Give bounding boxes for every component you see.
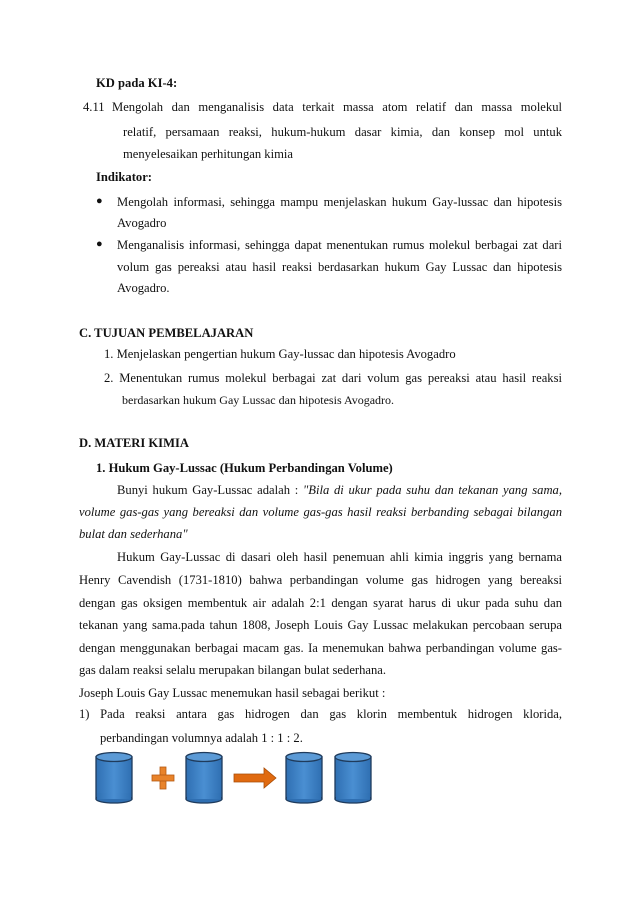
indikator-bullet-1-line-1: Mengolah informasi, sehingga mampu menjelaskan hukum Gay-lussac dan hipotesis: [117, 195, 562, 209]
indikator-bullet-1-line-2: Avogadro: [117, 216, 167, 230]
indikator-bullet-2-line-1: Menganalisis informasi, sehingga dapat menentukan rumus molekul berbagai zat dari: [117, 238, 562, 252]
ki4-heading: KD pada KI-4:: [96, 76, 178, 90]
materi-p3: Joseph Louis Gay Lussac menemukan hasil sebagai berikut :: [79, 686, 386, 700]
kd-line-3: menyelesaikan perhitungan kimia: [123, 147, 293, 161]
materi-p1-italic-1: "Bila di ukur pada suhu dan tekanan yang sama,: [302, 483, 562, 497]
tujuan-item-1: 1. Menjelaskan pengertian hukum Gay-lussac dan hipotesis Avogadro: [104, 347, 456, 361]
materi-item-1-line-1: 1) Pada reaksi antara gas hidrogen dan gas klorin membentuk hidrogen klorida,: [79, 707, 562, 721]
cylinder-icon: [96, 753, 132, 804]
tujuan-heading: C. TUJUAN PEMBELAJARAN: [79, 326, 254, 340]
materi-p1-line-3: bulat dan sederhana": [79, 527, 188, 541]
materi-p2-line-2: Henry Cavendish (1731-1810) bahwa perbandingan volume gas hidrogen yang bereaksi: [79, 573, 562, 587]
materi-p2-line-5: dengan menggunakan berbagai macam gas. Ia menemukan bahwa perbandingan volume gas-: [79, 641, 562, 655]
materi-p2-line-1: Hukum Gay-Lussac di dasari oleh hasil penemuan ahli kimia inggris yang bernama: [117, 550, 562, 564]
materi-subheading-1: 1. Hukum Gay-Lussac (Hukum Perbandingan Volume): [96, 461, 393, 475]
indikator-heading: Indikator:: [96, 170, 152, 184]
materi-p1-line-1: [117, 482, 562, 498]
arrow-right-icon: [234, 768, 276, 788]
cylinder-icon: [286, 753, 322, 804]
plus-icon: [152, 767, 174, 789]
cylinder-icon: [335, 753, 371, 804]
indikator-bullet-2-line-2: volum gas pereaksi atau hasil reaksi berdasarkan hukum Gay Lussac dan hipotesis: [117, 260, 562, 274]
indikator-bullet-2-line-3: Avogadro.: [117, 281, 170, 295]
bullet-icon: ●: [96, 238, 103, 250]
materi-p1-line-2: volume gas-gas yang bereaksi dan volume gas-gas hasil reaksi berbanding sebagai bilangan: [79, 505, 562, 519]
cylinder-icon: [186, 753, 222, 804]
materi-p2-line-3: dengan gas oksigen membentuk air adalah 2:1 dengan syarat harus di ukur pada suhu dan: [79, 596, 562, 610]
materi-item-1-line-2: perbandingan volumnya adalah 1 : 1 : 2.: [100, 731, 303, 745]
materi-p2-line-6: gas dalam reaksi selalu merupakan bilangan bulat sederhana.: [79, 663, 387, 677]
kd-number: 4.11: [83, 100, 105, 114]
tujuan-item-2-line-1: 2. Menentukan rumus molekul berbagai zat dari volum gas pereaksi atau hasil reaksi: [104, 371, 562, 385]
tujuan-item-2-line-2: berdasarkan hukum Gay Lussac dan hipotesis Avogadro.: [122, 393, 395, 407]
materi-heading: D. MATERI KIMIA: [79, 436, 189, 450]
bullet-icon: ●: [96, 195, 103, 207]
kd-line-2: relatif, persamaan reaksi, hukum-hukum dasar kimia, dan konsep mol untuk: [123, 125, 562, 139]
materi-p1-prefix: Bunyi hukum Gay-Lussac adalah :: [117, 483, 303, 497]
gas-volume-diagram: [88, 748, 418, 806]
materi-p2-line-4: tekanan yang sama.pada tahun 1808, Joseph Louis Gay Lussac melakukan percobaan serupa: [79, 618, 562, 632]
kd-line-1: Mengolah dan menganalisis data terkait massa atom relatif dan massa molekul: [112, 100, 562, 114]
